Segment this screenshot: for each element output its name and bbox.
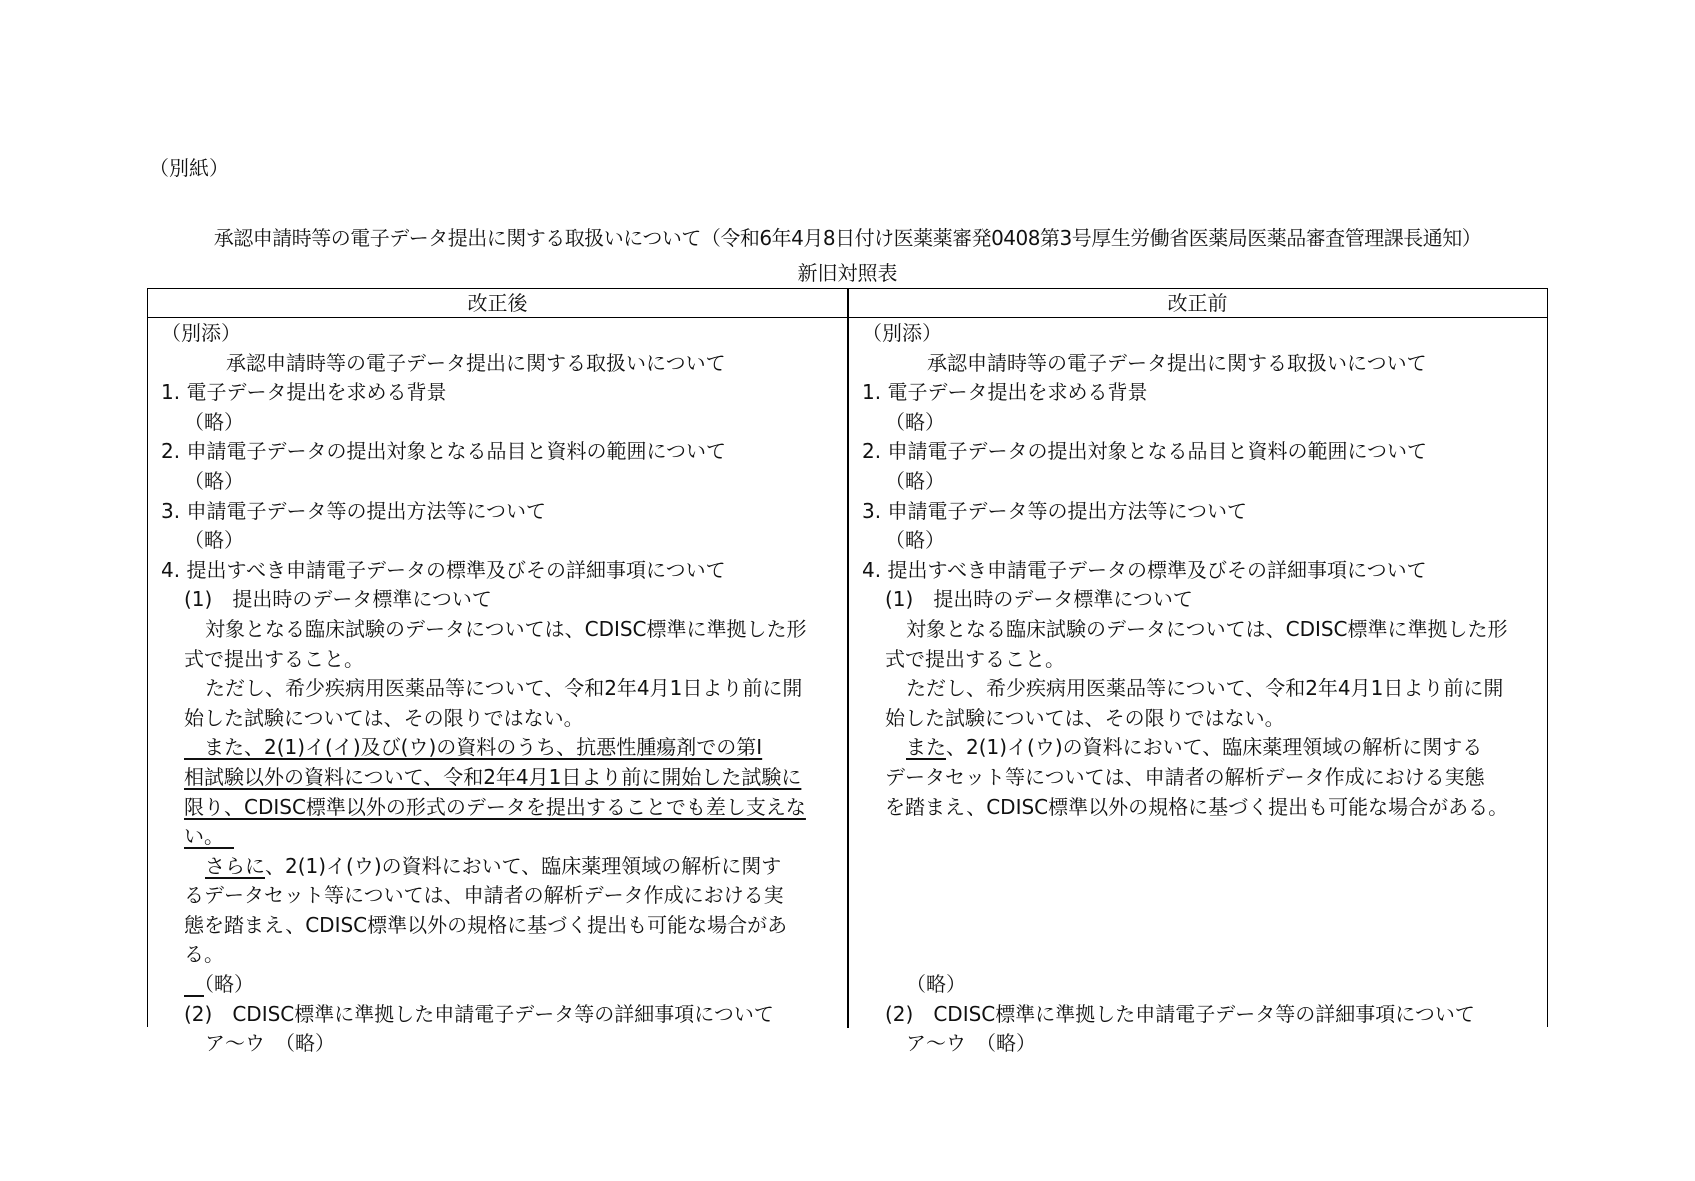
text-segment: ただし、希少疾病用医薬品等について、令和2年4月1日より前に開 [205,676,803,701]
text-line [148,437,848,467]
original-column [849,319,1547,1059]
text-segment: るデータセット等については、申請者の解析データ作成における実 [184,883,784,908]
text-segment: る。 [184,942,224,967]
text-segment: 3. 申請電子データ等の提出方法等について [161,498,547,523]
text-segment: （略） [906,972,966,997]
text-segment: 始した試験については、その限りではない。 [184,705,584,730]
text-line [148,970,848,1000]
text-line [148,467,848,497]
text-segment: ただし、希少疾病用医薬品等について、令和2年4月1日より前に開 [906,676,1504,701]
text-line [148,763,848,793]
text-segment: ア～ウ （略） [906,1031,1036,1056]
underlined-text [184,972,204,996]
underlined-text: 限り、CDISC標準以外の形式のデータを提出することでも差し支えな [184,794,806,819]
text-line [148,408,848,438]
text-segment: （略） [184,528,244,553]
text-segment: 始した試験については、その限りではない。 [885,705,1285,730]
text-segment: （略） [885,528,945,553]
text-line [849,585,1547,615]
text-segment: （略） [204,972,254,997]
text-segment: 承認申請時等の電子データ提出に関する取扱いについて [226,350,726,375]
text-segment: を踏まえ、CDISC標準以外の規格に基づく提出も可能な場合がある。 [885,794,1509,819]
text-segment: データセット等については、申請者の解析データ作成における実態 [885,764,1485,789]
text-line [849,408,1547,438]
text-line [849,378,1547,408]
text-line [148,349,848,379]
text-segment: （別添） [862,321,942,345]
text-segment: （略） [885,468,945,493]
text-line [148,319,848,349]
text-line [148,585,848,615]
text-line [849,467,1547,497]
text-segment: (2) CDISC標準に準拠した申請電子データ等の詳細事項について [184,1001,774,1026]
text-line [148,497,848,527]
text-line [849,733,1547,763]
underlined-text: 相試験以外の資料について、令和2年4月1日より前に開始した試験に [184,764,802,789]
text-line [148,1029,848,1059]
text-line [148,852,848,882]
text-line [148,940,848,970]
text-segment: （別添） [161,321,241,345]
text-line [148,704,848,734]
text-line [849,349,1547,379]
text-line [148,911,848,941]
text-segment: 式で提出すること。 [184,646,364,671]
text-segment: 対象となる臨床試験のデータについては、CDISC標準に準拠した形 [205,616,807,641]
text-line [148,556,848,586]
text-line [849,526,1547,556]
text-line [849,911,1547,941]
text-segment: 1. 電子データ提出を求める背景 [161,380,447,405]
text-line [849,852,1547,882]
text-line [148,645,848,675]
text-segment: (1) 提出時のデータ標準について [885,587,1193,612]
text-line [849,437,1547,467]
text-segment: 4. 提出すべき申請電子データの標準及びその詳細事項について [161,557,726,582]
text-line [849,1000,1547,1030]
text-segment: ア～ウ （略） [205,1031,335,1056]
text-segment: 4. 提出すべき申請電子データの標準及びその詳細事項について [862,557,1427,582]
text-line [148,378,848,408]
text-line [148,526,848,556]
text-segment: 2. 申請電子データの提出対象となる品目と資料の範囲について [862,439,1428,464]
text-line [148,615,848,645]
text-line [849,763,1547,793]
text-line [849,615,1547,645]
text-line [849,674,1547,704]
comparison-table [147,288,1548,1056]
revised-column [148,319,848,1059]
text-line [849,881,1547,911]
text-line [849,645,1547,675]
text-line [849,970,1547,1000]
text-segment: 承認申請時等の電子データ提出に関する取扱いについて [927,350,1427,375]
document-subtitle: 新旧対照表 [797,261,898,285]
text-line [148,733,848,763]
attachment-label: （別紙） [149,156,229,180]
text-line [148,881,848,911]
text-line [849,940,1547,970]
text-segment: 、2(1)イ(ウ)の資料において、臨床薬理領域の解析に関する [946,735,1483,760]
text-segment: (2) CDISC標準に準拠した申請電子データ等の詳細事項について [885,1001,1475,1026]
text-line [849,319,1547,349]
underlined-text: また、2(1)イ(イ)及び(ウ)の資料のうち、抗悪性腫瘍剤での第Ⅰ [184,735,763,760]
text-segment: 態を踏まえ、CDISC標準以外の規格に基づく提出も可能な場合があ [184,912,788,937]
text-line [849,704,1547,734]
text-line [849,822,1547,852]
text-segment: 2. 申請電子データの提出対象となる品目と資料の範囲について [161,439,727,464]
text-line [849,556,1547,586]
text-segment: 1. 電子データ提出を求める背景 [862,380,1148,405]
text-segment: （略） [184,468,244,493]
underlined-text: さらに [205,853,265,878]
text-line [849,1029,1547,1059]
column-header-original: 改正前 [848,289,1547,318]
text-segment: 対象となる臨床試験のデータについては、CDISC標準に準拠した形 [906,616,1508,641]
text-line [849,497,1547,527]
text-line [148,1000,848,1030]
text-line [148,822,848,852]
column-header-revised: 改正後 [148,289,848,318]
text-line [849,793,1547,823]
text-line [148,793,848,823]
text-segment: (1) 提出時のデータ標準について [184,587,492,612]
text-segment: 、2(1)イ(ウ)の資料において、臨床薬理領域の解析に関す [265,853,782,878]
underlined-text: また [906,735,946,760]
text-segment: 3. 申請電子データ等の提出方法等について [862,498,1248,523]
text-line [148,674,848,704]
text-segment: （略） [184,409,244,434]
text-segment: 式で提出すること。 [885,646,1065,671]
underlined-text: い。 [184,824,234,849]
text-segment: （略） [885,409,945,434]
document-title: 承認申請時等の電子データ提出に関する取扱いについて（令和6年4月8日付け医薬薬審発0408第3号厚生労働省医薬局医薬品審査管理課長通知） [213,226,1482,250]
